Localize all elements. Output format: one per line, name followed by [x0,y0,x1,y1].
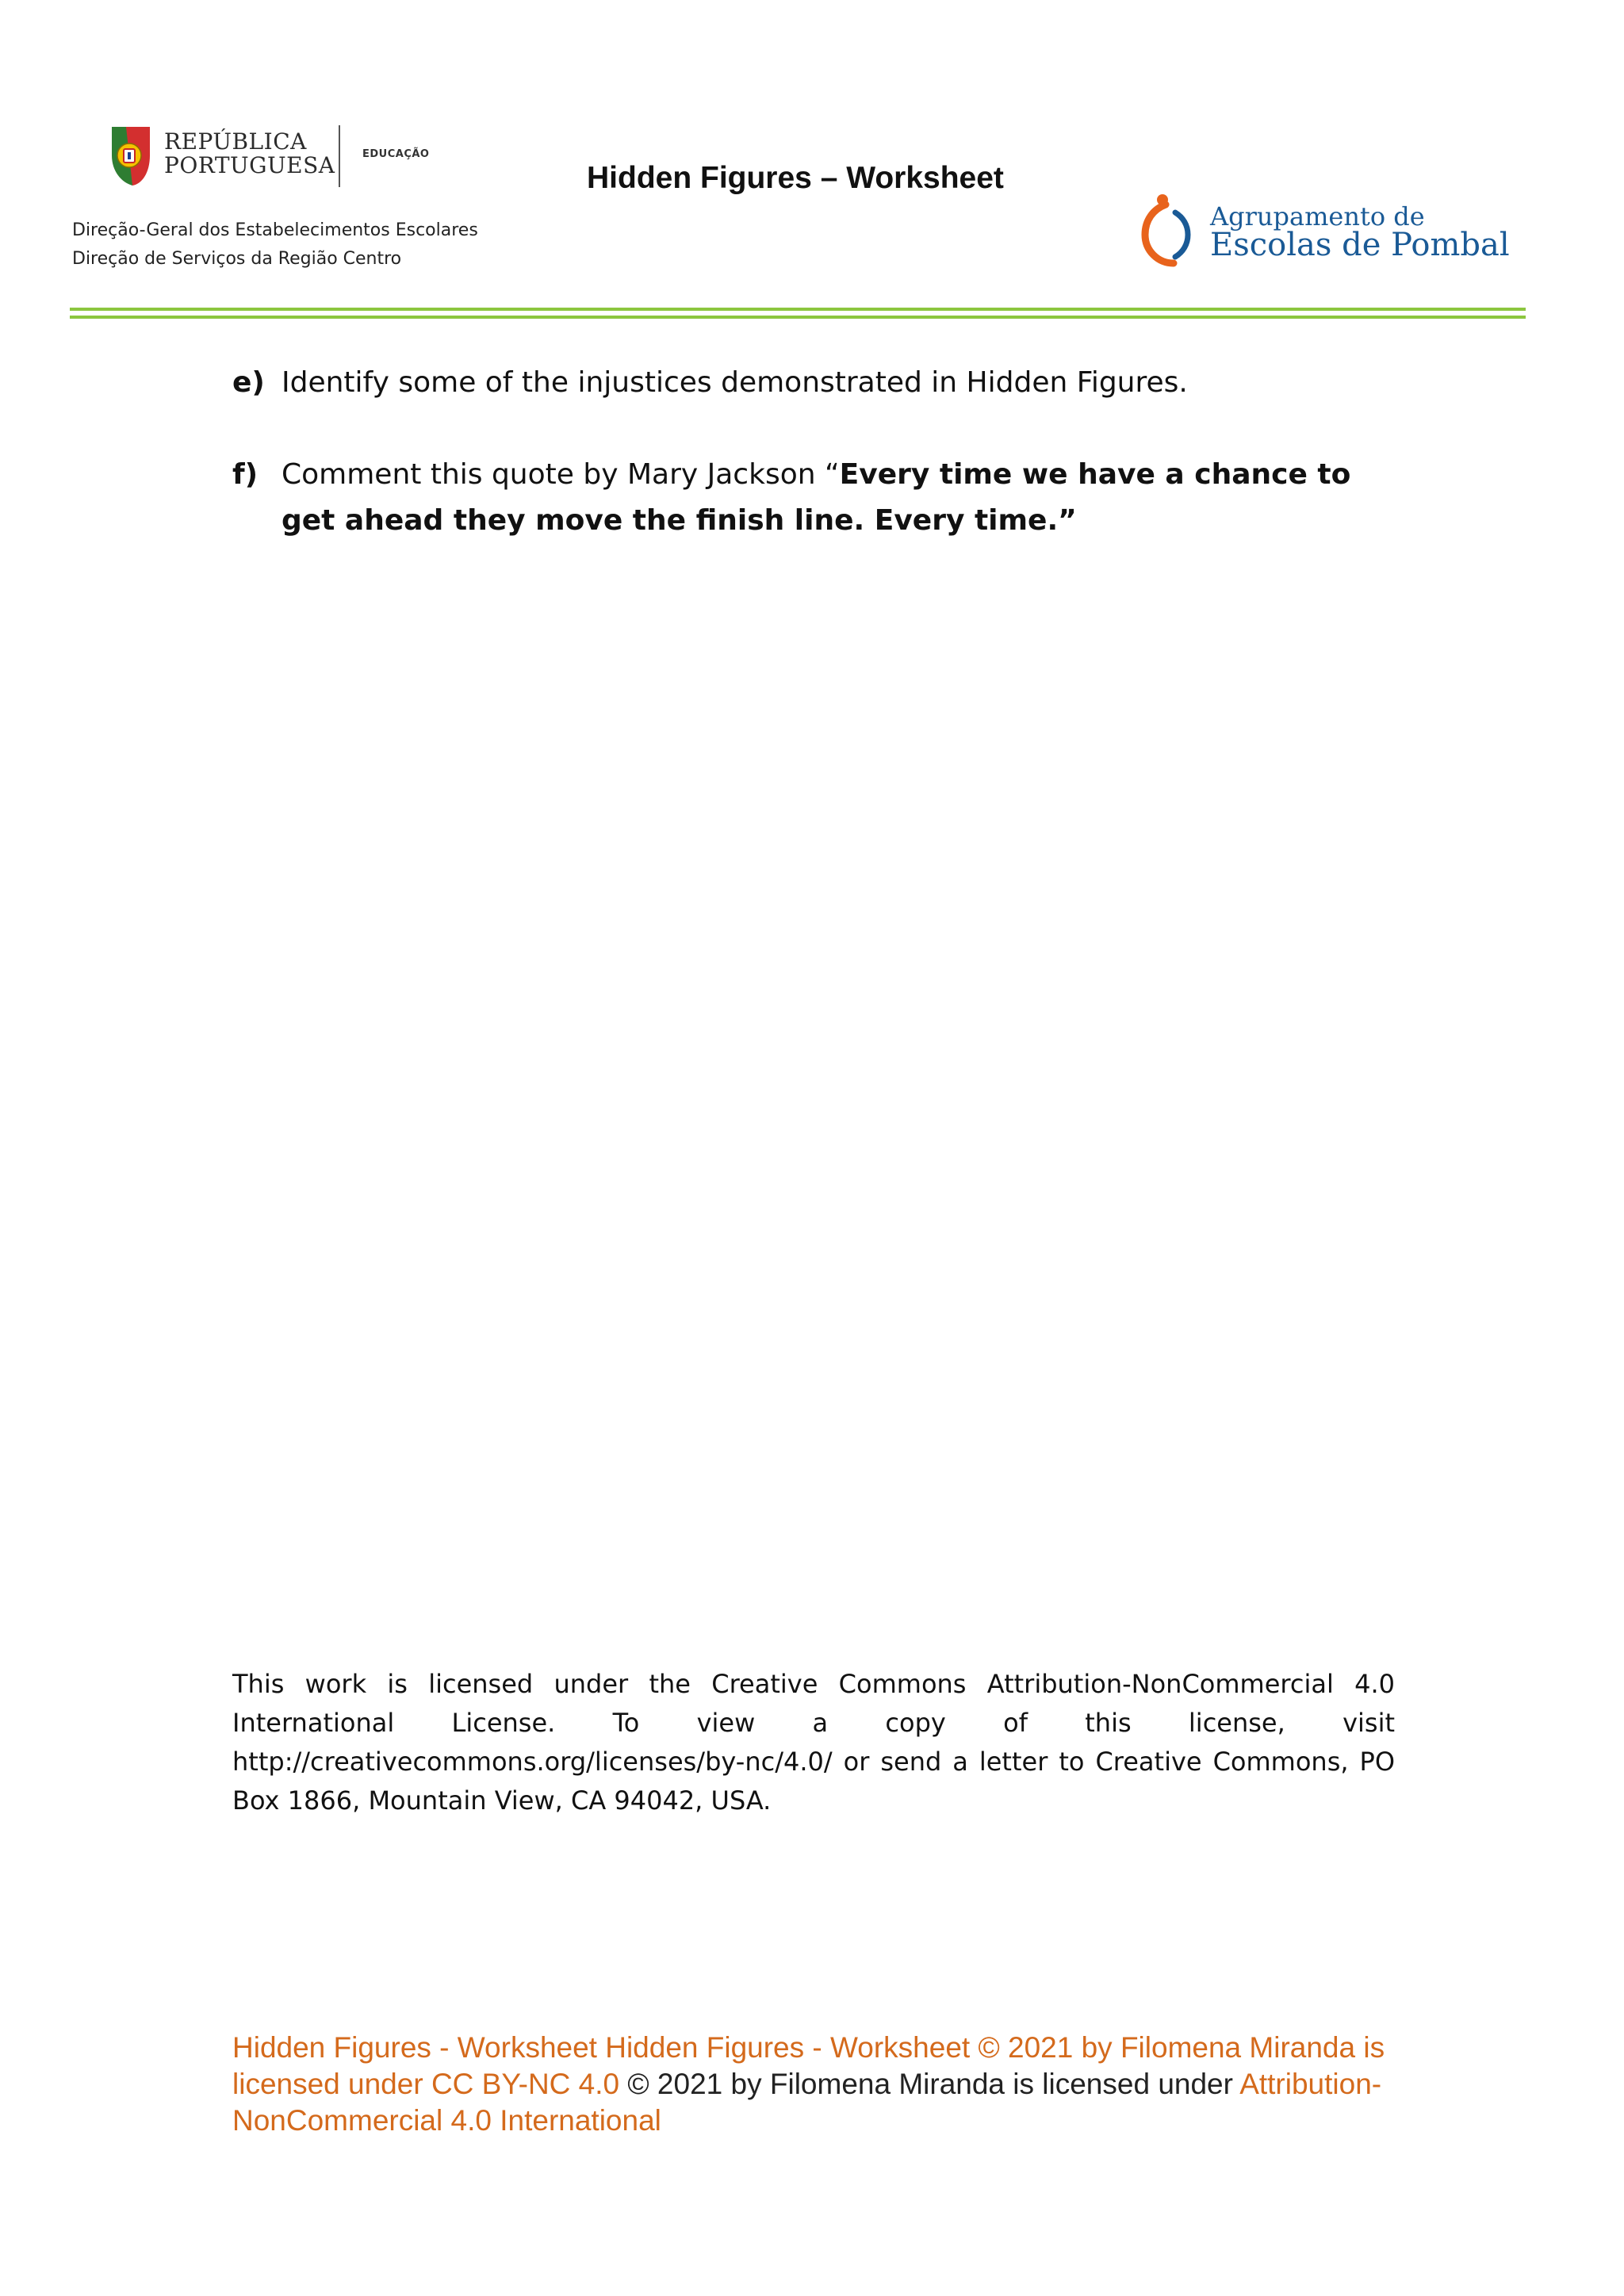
question-text-plain: Comment this quote by Mary Jackson “ [282,458,840,491]
org-line-2: Direção de Serviços da Região Centro [72,249,402,269]
quote-text: Every time we have a chance to get ahead they move the finish line. Every time.” [282,458,1351,537]
department-label: EDUCAÇÃO [362,148,430,160]
republica-portuguesa-wordmark: REPÚBLICA PORTUGUESA [164,128,335,178]
portugal-emblem-icon [105,124,153,189]
header-rule-bottom [70,316,1526,319]
question-letter: f) [232,458,259,491]
header-divider [339,125,340,187]
question-text: Identify some of the injustices demonstrated in Hidden Figures. [282,366,1188,399]
school-name-line-1: Agrupamento de [1210,201,1425,232]
attribution-link-1[interactable]: Hidden Figures - Worksheet Hidden Figures - Worksheet © 2021 by Filomena Miranda is licensed under CC BY-NC 4.0 [232,2031,1385,2100]
attribution-text: © 2021 by Filomena Miranda is licensed under [619,2068,1240,2100]
pombal-emblem-icon [1140,193,1196,270]
page-title: Hidden Figures – Worksheet [587,161,1004,195]
question-text [282,452,1395,544]
org-line-1: Direção-Geral dos Estabelecimentos Escolares [72,220,478,240]
school-name-line-2: Escolas de Pombal [1210,227,1510,263]
republica-portuguesa-logo [105,124,351,189]
attribution-link-2[interactable]: Attribution-NonCommercial 4.0 International [232,2068,1382,2137]
header-rule-top [70,308,1526,311]
attribution-notice [232,2030,1422,2139]
question-letter: e) [232,366,265,399]
license-notice: This work is licensed under the Creative Commons Attribution-NonCommercial 4.0 International License. To view a copy of this license, visit http://creativecommons.org/licenses/by-nc/4.0/ or send a letter to Creative Commons, PO Box 1866, Mountain View, CA 94042, USA. [232,1669,1395,1816]
escolas-de-pombal-logo [1140,193,1510,270]
